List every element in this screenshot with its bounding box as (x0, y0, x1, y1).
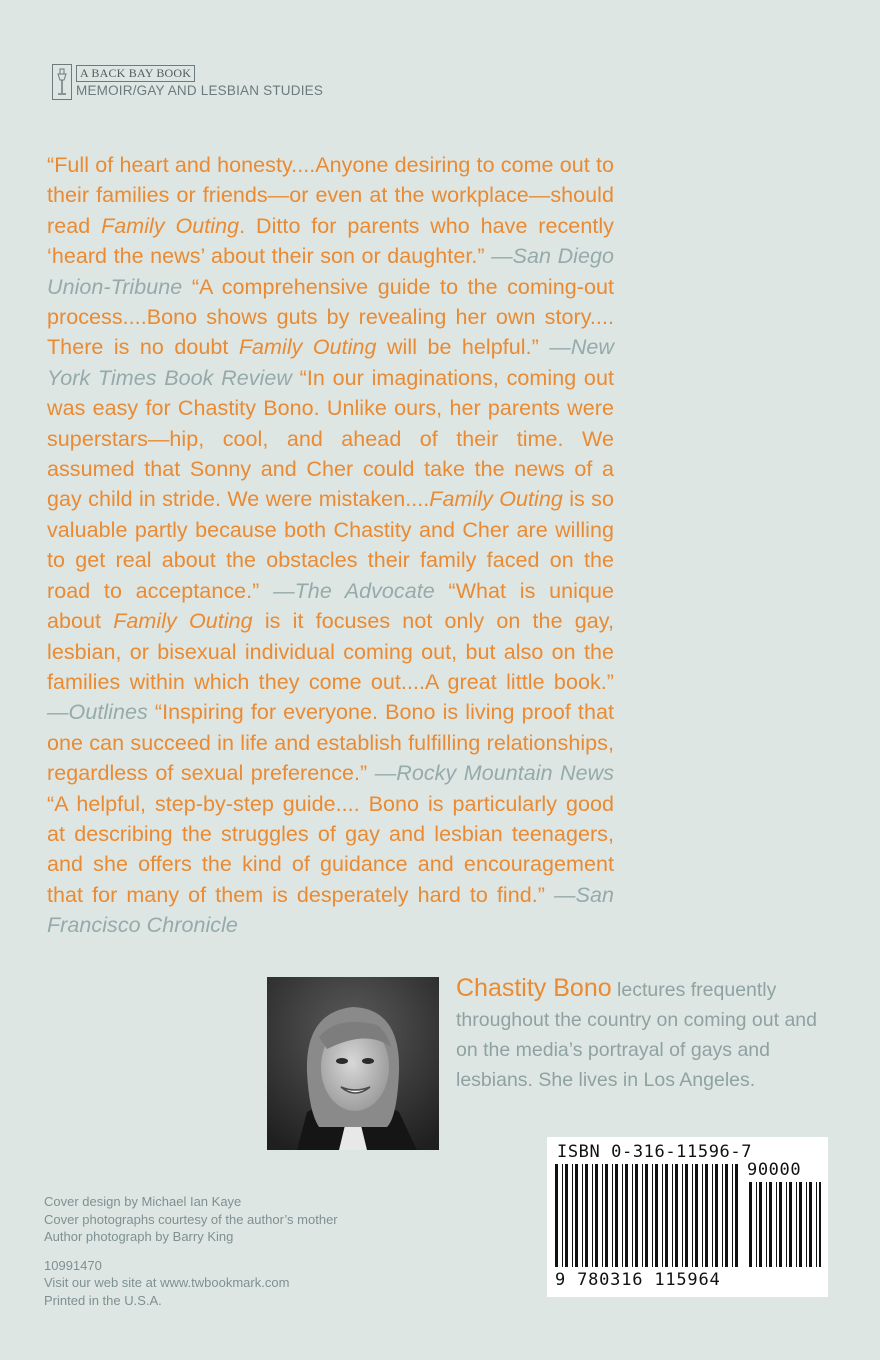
review-source: —San Francisco Chronicle (47, 882, 614, 938)
barcode-bar (796, 1182, 797, 1267)
barcode-bar (585, 1164, 588, 1267)
barcode-bar (615, 1164, 618, 1267)
review-text: “What is unique about (47, 578, 614, 634)
barcode-bar (572, 1164, 573, 1267)
barcode-bar (692, 1164, 693, 1267)
barcode-bar (722, 1164, 723, 1267)
barcode-bar (732, 1164, 733, 1267)
barcode-bar (555, 1164, 558, 1267)
barcode-bar (712, 1164, 713, 1267)
barcode-bar (786, 1182, 787, 1267)
printed-note: Printed in the U.S.A. (44, 1292, 162, 1308)
barcode-bar (632, 1164, 633, 1267)
barcode-bar (625, 1164, 628, 1267)
barcode-bar (672, 1164, 673, 1267)
barcode-bar (806, 1182, 807, 1267)
barcode-bar (652, 1164, 653, 1267)
barcode-bar (695, 1164, 698, 1267)
ean-digits: 9 780316 115964 (555, 1270, 721, 1290)
barcode-bar (675, 1164, 678, 1267)
review-text: “Inspiring for everyone. Bono is living proof that one can succeed in life and establish fulfilling relationships, regardless of sexual preference.” (47, 700, 614, 786)
review-source: —Rocky Mountain News (374, 761, 614, 786)
barcode-bar (715, 1164, 718, 1267)
barcode-bar (776, 1182, 777, 1267)
product-code: 10991470 (44, 1257, 102, 1273)
barcode-bar (605, 1164, 608, 1267)
barcode-bar (769, 1182, 772, 1267)
barcode-bar (702, 1164, 703, 1267)
barcode-bar (819, 1182, 821, 1267)
author-name: Chastity Bono (456, 974, 612, 1002)
barcode-bar (612, 1164, 613, 1267)
isbn-number: ISBN 0-316-11596-7 (557, 1142, 753, 1162)
website-note: Visit our web site at www.twbookmark.com (44, 1275, 290, 1290)
barcode-bar (779, 1182, 782, 1267)
review-text: “A comprehensive guide to the coming-out process....Bono shows guts by revealing her own story.... There is no doubt (47, 274, 614, 360)
barcode-bar (565, 1164, 568, 1267)
barcode-bar (756, 1182, 757, 1267)
author-bio-text: lectures frequently throughout the country on coming out and on the media’s portrayal of gays and lesbians. She lives in Los Angeles. (456, 979, 817, 1091)
imprint-name: A BACK BAY BOOK (76, 65, 195, 82)
isbn-barcode (547, 1137, 828, 1297)
review-text: “Full of heart and honesty....Anyone desiring to come out to their families or friends—or even at the workplace—should read (47, 153, 614, 238)
barcode-bar (582, 1164, 583, 1267)
book-title: Family Outing (113, 609, 253, 634)
barcode-bar (725, 1164, 728, 1267)
barcode-bar (705, 1164, 708, 1267)
book-title: Family Outing (238, 335, 377, 360)
barcode-bar (759, 1182, 762, 1267)
review-text: “A helpful, step-by-step guide.... Bono is particularly good at describing the struggles of gay and lesbian teenagers, and she offers the kind of guidance and encouragement that for many of them is desperately hard to find.” (47, 791, 614, 907)
review-source: —New York Times Book Review (47, 335, 614, 390)
price-code: 90000 (747, 1160, 802, 1180)
barcode-bar (685, 1164, 688, 1267)
barcode-bar (662, 1164, 663, 1267)
cover-photo-credit: Cover photographs courtesy of the author’s mother (44, 1211, 338, 1227)
review-text: is it focuses not only on the gay, lesbian, or bisexual individual coming out, but also on the families within which they come out....A great little book.” (47, 609, 614, 694)
book-credits (44, 1193, 338, 1309)
barcode-bar (575, 1164, 578, 1267)
cover-design-credit: Cover design by Michael Ian Kaye (44, 1194, 242, 1209)
author-bio (456, 973, 836, 1095)
barcode-bar (622, 1164, 623, 1267)
barcode-bar (816, 1182, 817, 1267)
review-text: is so valuable partly because both Chastity and Cher are willing to get real about the obstacles their family faced on the road to acceptance.” (47, 487, 614, 603)
barcode-bar (749, 1182, 752, 1267)
review-text: “In our imaginations, coming out was easy for Chastity Bono. Unlike ours, her parents were superstars—hip, cool, and ahead of their time. We assumed that Sonny and Cher could take the news of a gay child in stride. We were mistaken.... (47, 365, 614, 512)
barcode-bar (665, 1164, 668, 1267)
barcode-bar (799, 1182, 802, 1267)
barcode-bar (592, 1164, 593, 1267)
barcode-bar (766, 1182, 767, 1267)
barcode-bar (595, 1164, 598, 1267)
publisher-imprint (52, 64, 323, 100)
barcode-bar (789, 1182, 792, 1267)
barcode-bar (635, 1164, 638, 1267)
review-text: . Ditto for parents who have recently ‘heard the news’ about their son or daughter.” (47, 213, 614, 269)
barcode-bar (602, 1164, 603, 1267)
book-title: Family Outing (101, 213, 240, 238)
barcode-bar (562, 1164, 563, 1267)
barcode-bar (682, 1164, 683, 1267)
review-source: —Outlines (47, 700, 148, 725)
barcode-bar (642, 1164, 643, 1267)
book-title: Family Outing (429, 487, 563, 512)
barcode-bar (655, 1164, 658, 1267)
lamp-logo-icon (52, 64, 72, 100)
author-photo-credit: Author photograph by Barry King (44, 1229, 234, 1244)
author-photo (267, 977, 439, 1150)
review-text: will be helpful.” (376, 335, 550, 360)
review-source: —The Advocate (273, 578, 435, 603)
barcode-bar (735, 1164, 738, 1267)
review-quotes (47, 150, 614, 941)
barcode-bar (809, 1182, 812, 1267)
book-category: MEMOIR/GAY AND LESBIAN STUDIES (76, 83, 324, 98)
review-source: —San Diego Union-Tribune (47, 244, 615, 299)
barcode-bar (645, 1164, 648, 1267)
